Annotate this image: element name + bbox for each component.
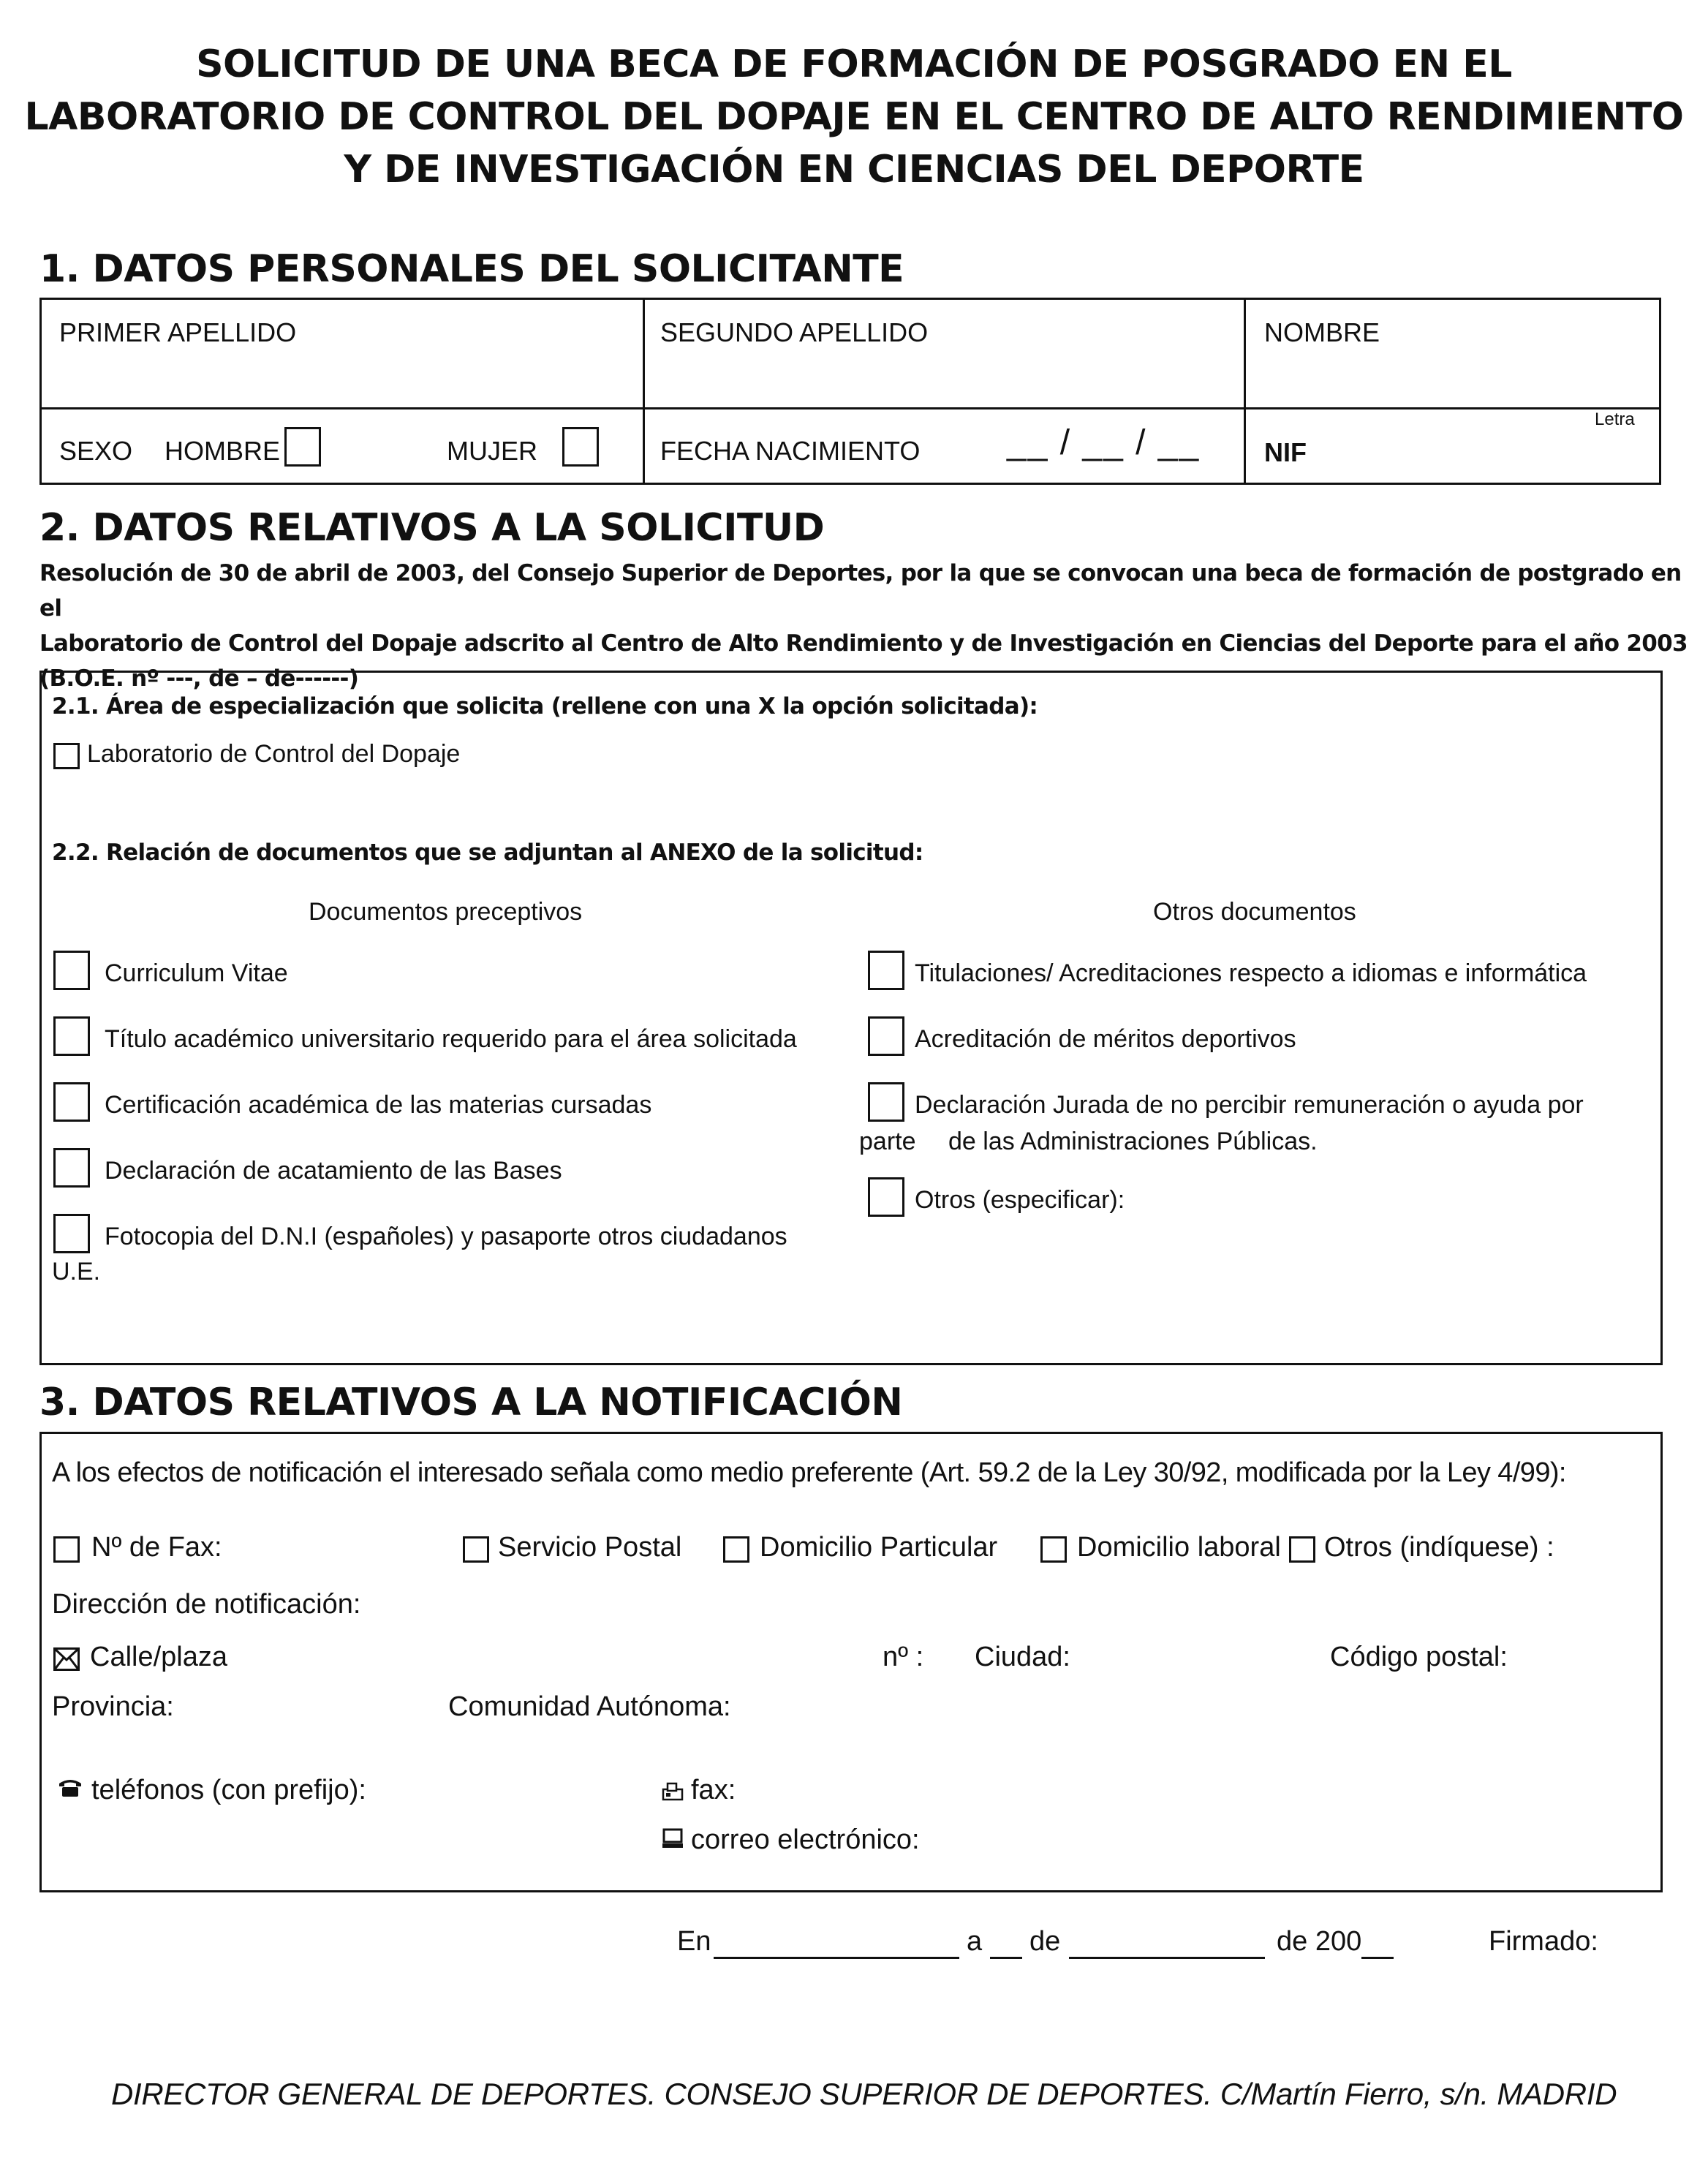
form-title <box>0 38 1708 196</box>
doc-checkbox[interactable] <box>868 1177 904 1217</box>
en-label: En <box>677 1926 711 1957</box>
doc-checkbox[interactable] <box>868 1082 904 1122</box>
numero-label: nº : <box>883 1642 924 1672</box>
title-line-3: Y DE INVESTIGACIÓN EN CIENCIAS DEL DEPORTE <box>344 148 1364 192</box>
year-field[interactable] <box>1361 1957 1394 1959</box>
col-left-heading: Documentos preceptivos <box>309 898 583 926</box>
calle-field[interactable] <box>254 1637 897 1678</box>
doc-curriculum: Curriculum Vitae <box>105 959 288 987</box>
envelope-icon <box>53 1647 80 1671</box>
firmado-label: Firmado: <box>1489 1926 1598 1957</box>
divider <box>643 300 645 483</box>
title-line-1: SOLICITUD DE UNA BECA DE FORMACIÓN DE POSGRADO EN EL <box>196 42 1512 86</box>
doc-fotocopia: Fotocopia del D.N.I (españoles) y pasaporte otros ciudadanos <box>105 1223 787 1250</box>
col-right-heading: Otros documentos <box>1153 898 1356 926</box>
codigo-postal-label: Código postal: <box>1330 1642 1508 1672</box>
correo-label: correo electrónico: <box>691 1824 920 1855</box>
mes-field[interactable] <box>1069 1957 1265 1959</box>
fax-option-checkbox[interactable] <box>53 1536 80 1563</box>
doc-declaracion: Declaración de acatamiento de las Bases <box>105 1157 562 1185</box>
personal-data-table <box>39 298 1661 485</box>
doc-checkbox[interactable] <box>868 1016 904 1056</box>
title-line-2: LABORATORIO DE CONTROL DEL DOPAJE EN EL CENTRO DE ALTO RENDIMIENTO <box>24 95 1684 139</box>
servicio-postal-checkbox[interactable] <box>463 1536 489 1563</box>
divider <box>1244 300 1246 483</box>
area-heading: 2.1. Área de especialización que solicita (rellene con una X la opción solicitada): <box>52 693 1038 720</box>
phone-icon <box>58 1778 83 1798</box>
section-3-heading: 3. DATOS RELATIVOS A LA NOTIFICACIÓN <box>39 1381 903 1424</box>
footer-address: DIRECTOR GENERAL DE DEPORTES. CONSEJO SUPERIOR DE DEPORTES. C/Martín Fierro, s/n. MADRID <box>111 2077 1617 2111</box>
section-1-heading: 1. DATOS PERSONALES DEL SOLICITANTE <box>39 247 904 291</box>
doc-checkbox[interactable] <box>53 1214 90 1253</box>
doc-checkbox[interactable] <box>868 951 904 990</box>
hombre-checkbox[interactable] <box>284 427 321 467</box>
nif-field[interactable] <box>1343 424 1650 475</box>
doc-declaracion-jurada-cont-b: de las Administraciones Públicas. <box>948 1128 1318 1155</box>
comunidad-label: Comunidad Autónoma: <box>448 1691 731 1722</box>
doc-acreditacion: Acreditación de méritos deportivos <box>915 1025 1296 1053</box>
resolucion-line-3: (B.O.E. nº ---, de – de------) <box>39 665 359 692</box>
fax-option-label: Nº de Fax: <box>91 1532 222 1563</box>
doc-checkbox[interactable] <box>53 1082 90 1122</box>
telefonos-label: teléfonos (con prefijo): <box>91 1775 366 1805</box>
domicilio-particular-label: Domicilio Particular <box>760 1532 998 1563</box>
fax-label: fax: <box>691 1775 736 1805</box>
notificacion-intro: A los efectos de notificación el interesado señala como medio preferente (Art. 59.2 de la Ley 30/92, modificada por la Ley 4/99): <box>52 1457 1566 1488</box>
ciudad-label: Ciudad: <box>975 1642 1070 1672</box>
primer-apellido-field[interactable] <box>56 351 634 402</box>
nif-label: NIF <box>1264 437 1307 467</box>
doc-titulaciones: Titulaciones/ Acreditaciones respecto a idiomas e informática <box>915 959 1587 987</box>
resolucion-line-2: Laboratorio de Control del Dopaje adscrito al Centro de Alto Rendimiento y de Investigación en Ciencias del Deporte para el año 2003 <box>39 630 1688 657</box>
fecha-nacimiento-label: FECHA NACIMIENTO <box>660 436 921 466</box>
domicilio-laboral-checkbox[interactable] <box>1040 1536 1067 1563</box>
resolucion-line-1: Resolución de 30 de abril de 2003, del Consejo Superior de Deportes, por la que se convocan una beca de formación de postgrado en el <box>39 560 1682 622</box>
letra-label: Letra <box>1595 409 1635 429</box>
primer-apellido-label: PRIMER APELLIDO <box>59 317 297 347</box>
doc-checkbox[interactable] <box>53 1016 90 1056</box>
hombre-label: HOMBRE <box>165 436 281 466</box>
nombre-field[interactable] <box>1264 351 1652 402</box>
doc-titulo: Título académico universitario requerido para el área solicitada <box>105 1025 797 1053</box>
fax-icon <box>662 1782 684 1801</box>
notificacion-box <box>39 1432 1663 1892</box>
docs-heading: 2.2. Relación de documentos que se adjuntan al ANEXO de la solicitud: <box>52 839 923 866</box>
section-2-heading: 2. DATOS RELATIVOS A LA SOLICITUD <box>39 506 825 550</box>
fecha-nacimiento-field[interactable]: __ / __ / __ <box>1007 423 1201 462</box>
a-label: a <box>967 1926 983 1957</box>
dia-field[interactable] <box>990 1957 1022 1959</box>
provincia-label: Provincia: <box>52 1691 174 1722</box>
doc-checkbox[interactable] <box>53 951 90 990</box>
segundo-apellido-label: SEGUNDO APELLIDO <box>660 317 929 347</box>
direccion-label: Dirección de notificación: <box>52 1589 361 1620</box>
divider <box>42 407 1659 409</box>
solicitud-box <box>39 671 1663 1365</box>
doc-fotocopia-cont: U.E. <box>52 1258 101 1286</box>
nombre-label: NOMBRE <box>1264 317 1380 347</box>
doc-declaracion-jurada-cont-a: parte <box>859 1128 916 1155</box>
doc-certificacion: Certificación académica de las materias cursadas <box>105 1091 652 1119</box>
domicilio-particular-checkbox[interactable] <box>723 1536 749 1563</box>
segundo-apellido-field[interactable] <box>660 351 1231 402</box>
otros-label: Otros (indíquese) : <box>1324 1532 1554 1563</box>
calle-label: Calle/plaza <box>90 1642 227 1672</box>
area-checkbox[interactable] <box>53 743 80 769</box>
otros-checkbox[interactable] <box>1289 1536 1315 1563</box>
doc-otros: Otros (especificar): <box>915 1186 1125 1214</box>
doc-checkbox[interactable] <box>53 1148 90 1188</box>
area-option-label: Laboratorio de Control del Dopaje <box>87 740 461 768</box>
sexo-label: SEXO <box>59 436 133 466</box>
lugar-field[interactable] <box>714 1957 959 1959</box>
doc-declaracion-jurada: Declaración Jurada de no percibir remuneración o ayuda por <box>915 1091 1584 1119</box>
domicilio-laboral-label: Domicilio laboral <box>1077 1532 1281 1563</box>
mujer-checkbox[interactable] <box>562 427 599 467</box>
de-year-label: de 200 <box>1277 1926 1362 1957</box>
computer-icon <box>662 1827 684 1849</box>
de-label: de <box>1029 1926 1061 1957</box>
mujer-label: MUJER <box>447 436 537 466</box>
servicio-postal-label: Servicio Postal <box>498 1532 682 1563</box>
